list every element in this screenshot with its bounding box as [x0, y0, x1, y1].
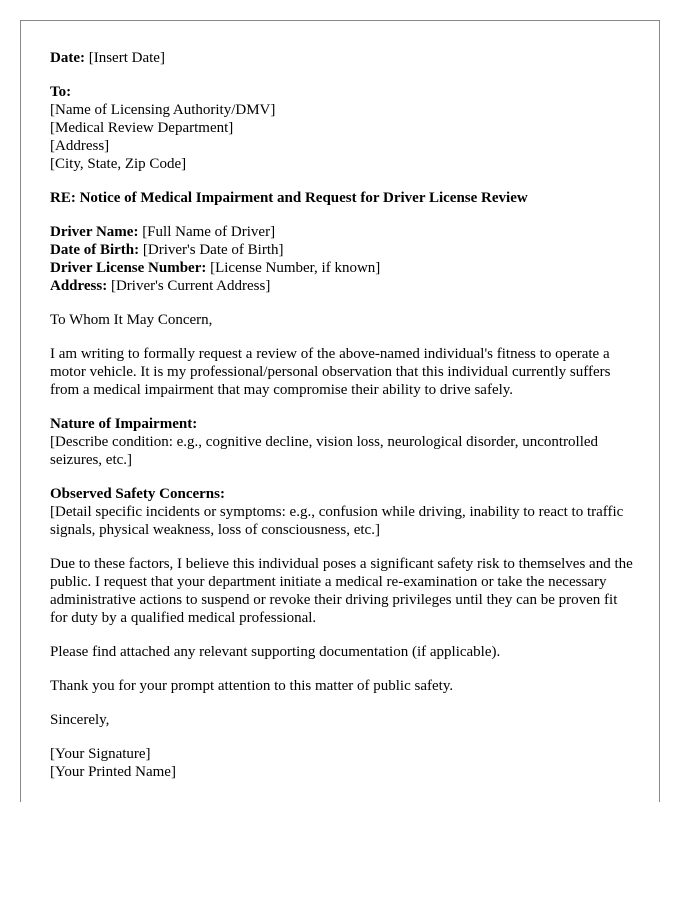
recipient-block: [50, 83, 635, 173]
impairment-text: [Describe condition: e.g., cognitive decline, vision loss, neurological disorder, uncontrolled seizures, etc.]: [50, 434, 599, 468]
attachments-text: Please find attached any relevant supporting documentation (if applicable).: [50, 644, 501, 660]
closing: [50, 711, 635, 729]
closing-text: Sincerely,: [50, 712, 110, 728]
date-line: [50, 49, 635, 67]
salutation-text: To Whom It May Concern,: [50, 312, 213, 328]
risk-paragraph: [50, 555, 635, 627]
impairment-section: [50, 415, 635, 469]
driver-name-value: [Full Name of Driver]: [138, 224, 276, 240]
printed-name-line: [Your Printed Name]: [50, 764, 176, 780]
impairment-heading: Nature of Impairment:: [50, 416, 198, 432]
driver-address-value: [Driver's Current Address]: [107, 278, 271, 294]
signature-block: [50, 745, 635, 781]
subject-line: [50, 189, 635, 207]
driver-license-line: [50, 259, 635, 277]
letter-page: [20, 20, 660, 802]
recipient-line-2: [Medical Review Department]: [50, 120, 234, 136]
date-value: [Insert Date]: [84, 50, 165, 66]
intro-paragraph: [50, 345, 635, 399]
attachments-paragraph: [50, 643, 635, 661]
driver-dob-value: [Driver's Date of Birth]: [139, 242, 284, 258]
driver-name-label: Driver Name:: [50, 224, 139, 240]
recipient-line-4: [City, State, Zip Code]: [50, 156, 187, 172]
risk-text: Due to these factors, I believe this individual poses a significant safety risk to themselves and the public. I request that your department initiate a medical re-examination or take the necessary administrative actions to suspend or revoke their driving privileges until they can be proven fit for duty by a qualified medical professional.: [50, 556, 633, 626]
date-label: Date:: [50, 50, 85, 66]
driver-dob-line: [50, 241, 635, 259]
driver-name-line: [50, 223, 635, 241]
driver-dob-label: Date of Birth:: [50, 242, 140, 258]
signature-line: [Your Signature]: [50, 746, 151, 762]
concerns-section: [50, 485, 635, 539]
driver-license-value: [License Number, if known]: [206, 260, 381, 276]
driver-info-block: [50, 223, 635, 295]
salutation: [50, 311, 635, 329]
letter-body: [50, 49, 635, 797]
thanks-paragraph: [50, 677, 635, 695]
concerns-text: [Detail specific incidents or symptoms: e.g., confusion while driving, inability to react to traffic signals, physical weakness, loss of consciousness, etc.]: [50, 504, 624, 538]
driver-license-label: Driver License Number:: [50, 260, 207, 276]
recipient-line-3: [Address]: [50, 138, 110, 154]
driver-address-line: [50, 277, 635, 295]
recipient-line-1: [Name of Licensing Authority/DMV]: [50, 102, 276, 118]
intro-text: I am writing to formally request a review of the above-named individual's fitness to operate a motor vehicle. It is my professional/personal observation that this individual currently suffers from a medical impairment that may compromise their ability to drive safely.: [50, 346, 611, 398]
driver-address-label: Address:: [50, 278, 108, 294]
to-label: To:: [50, 84, 72, 100]
subject-text: RE: Notice of Medical Impairment and Request for Driver License Review: [50, 190, 528, 206]
thanks-text: Thank you for your prompt attention to this matter of public safety.: [50, 678, 454, 694]
concerns-heading: Observed Safety Concerns:: [50, 486, 225, 502]
